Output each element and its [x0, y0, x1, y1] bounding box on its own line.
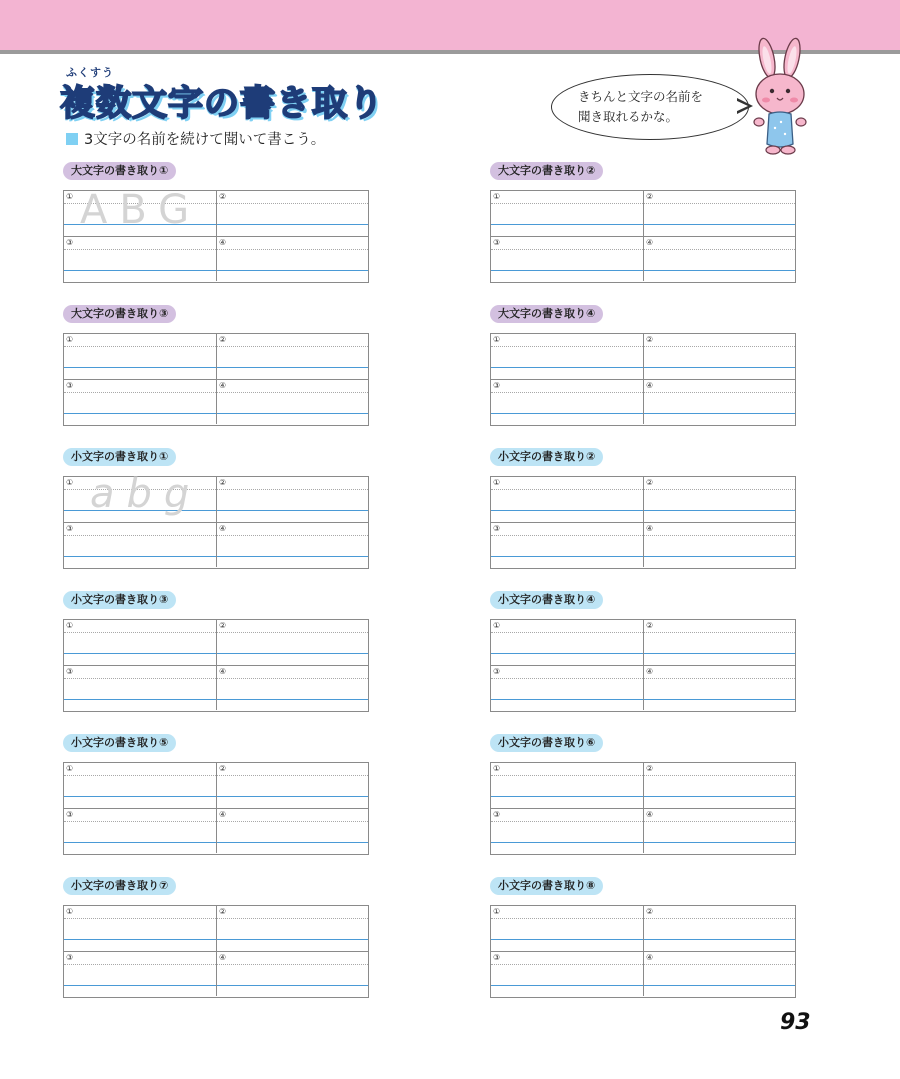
guide-baseline — [217, 653, 368, 654]
instruction — [66, 128, 325, 149]
writing-cell[interactable] — [491, 906, 643, 951]
cell-number: ① — [66, 192, 74, 201]
cell-number: ③ — [66, 524, 74, 533]
writing-cell[interactable] — [491, 379, 643, 424]
guide-dotted-line — [217, 918, 368, 919]
bunny-mascot-icon — [745, 36, 815, 158]
guide-baseline — [491, 653, 643, 654]
guide-dotted-line — [644, 203, 795, 204]
writing-cell[interactable] — [64, 187, 216, 236]
guide-dotted-line — [491, 203, 643, 204]
cell-number: ② — [219, 764, 227, 773]
guide-baseline — [644, 796, 795, 797]
guide-baseline — [217, 270, 368, 271]
guide-baseline — [491, 699, 643, 700]
guide-dotted-line — [217, 821, 368, 822]
guide-baseline — [491, 413, 643, 414]
guide-dotted-line — [64, 918, 216, 919]
cell-number: ④ — [646, 953, 654, 962]
cell-number: ③ — [493, 238, 501, 247]
guide-baseline — [644, 556, 795, 557]
practice-section — [490, 591, 796, 721]
guide-baseline — [217, 413, 368, 414]
guide-baseline — [64, 413, 216, 414]
cell-number: ② — [646, 764, 654, 773]
cell-number: ① — [493, 478, 501, 487]
cell-number: ③ — [66, 810, 74, 819]
cell-number: ② — [219, 478, 227, 487]
guide-dotted-line — [644, 775, 795, 776]
writing-cell[interactable] — [643, 951, 795, 996]
guide-baseline — [491, 842, 643, 843]
cell-number: ③ — [66, 667, 74, 676]
writing-grid — [490, 619, 796, 712]
writing-cell[interactable] — [216, 951, 368, 996]
writing-grid — [63, 471, 369, 569]
section-label: 大文字の書き取り① — [63, 162, 176, 180]
speech-bubble — [551, 74, 749, 140]
writing-cell[interactable] — [643, 236, 795, 281]
bullet-square-icon — [66, 133, 78, 145]
writing-grid — [63, 619, 369, 712]
section-label: 小文字の書き取り⑥ — [490, 734, 603, 752]
guide-baseline — [217, 699, 368, 700]
writing-grid — [490, 476, 796, 569]
cell-number: ② — [646, 192, 654, 201]
writing-cell[interactable] — [64, 334, 216, 379]
practice-section — [63, 591, 369, 721]
guide-dotted-line — [491, 392, 643, 393]
guide-dotted-line — [644, 535, 795, 536]
section-label: 大文字の書き取り② — [490, 162, 603, 180]
guide-baseline — [644, 367, 795, 368]
cell-number: ① — [66, 907, 74, 916]
section-label: 小文字の書き取り③ — [63, 591, 176, 609]
cell-number: ④ — [219, 667, 227, 676]
writing-cell[interactable] — [64, 620, 216, 665]
guide-baseline — [64, 556, 216, 557]
cell-number: ① — [493, 764, 501, 773]
writing-grid — [490, 762, 796, 855]
guide-baseline — [491, 510, 643, 511]
writing-cell[interactable] — [64, 665, 216, 710]
cell-number: ③ — [66, 381, 74, 390]
guide-dotted-line — [491, 821, 643, 822]
guide-baseline — [644, 224, 795, 225]
guide-dotted-line — [491, 249, 643, 250]
cell-number: ④ — [219, 238, 227, 247]
guide-baseline — [491, 939, 643, 940]
guide-baseline — [64, 699, 216, 700]
practice-section — [63, 162, 369, 292]
trace-sample-lower: abg — [90, 471, 202, 517]
guide-dotted-line — [217, 489, 368, 490]
writing-cell[interactable] — [643, 522, 795, 567]
guide-dotted-line — [217, 632, 368, 633]
guide-dotted-line — [491, 775, 643, 776]
guide-dotted-line — [644, 346, 795, 347]
page-number: 93 — [780, 1010, 811, 1035]
section-label: 小文字の書き取り⑦ — [63, 877, 176, 895]
guide-dotted-line — [644, 632, 795, 633]
guide-baseline — [491, 367, 643, 368]
writing-cell[interactable] — [216, 620, 368, 665]
section-label: 大文字の書き取り③ — [63, 305, 176, 323]
writing-cell[interactable] — [643, 665, 795, 710]
section-label: 小文字の書き取り① — [63, 448, 176, 466]
guide-baseline — [64, 270, 216, 271]
writing-cell[interactable] — [216, 808, 368, 853]
guide-baseline — [64, 796, 216, 797]
guide-baseline — [64, 653, 216, 654]
writing-cell[interactable] — [643, 379, 795, 424]
guide-baseline — [64, 367, 216, 368]
cell-number: ④ — [646, 667, 654, 676]
writing-cell[interactable] — [491, 477, 643, 522]
guide-baseline — [491, 224, 643, 225]
guide-dotted-line — [217, 678, 368, 679]
guide-baseline — [217, 367, 368, 368]
cell-number: ① — [493, 192, 501, 201]
speech-line-2: 聞き取れるかな。 — [578, 109, 679, 124]
guide-baseline — [217, 510, 368, 511]
writing-cell[interactable] — [64, 471, 216, 522]
writing-cell[interactable] — [491, 522, 643, 567]
writing-grid — [490, 190, 796, 283]
writing-cell[interactable] — [643, 763, 795, 808]
cell-number: ④ — [646, 810, 654, 819]
guide-dotted-line — [64, 964, 216, 965]
section-label: 小文字の書き取り④ — [490, 591, 603, 609]
guide-baseline — [644, 985, 795, 986]
cell-number: ② — [646, 335, 654, 344]
section-label: 小文字の書き取り⑧ — [490, 877, 603, 895]
cell-number: ① — [66, 764, 74, 773]
guide-baseline — [217, 224, 368, 225]
section-label: 小文字の書き取り② — [490, 448, 603, 466]
guide-dotted-line — [64, 632, 216, 633]
guide-baseline — [644, 699, 795, 700]
guide-baseline — [491, 270, 643, 271]
guide-dotted-line — [491, 632, 643, 633]
trace-sample-upper: ABG — [80, 187, 202, 233]
writing-grid — [63, 333, 369, 426]
practice-section — [490, 734, 796, 864]
cell-number: ④ — [646, 381, 654, 390]
guide-dotted-line — [217, 535, 368, 536]
cell-number: ① — [66, 621, 74, 630]
cell-number: ③ — [493, 810, 501, 819]
guide-baseline — [217, 842, 368, 843]
guide-dotted-line — [491, 918, 643, 919]
cell-number: ③ — [493, 667, 501, 676]
guide-baseline — [491, 556, 643, 557]
cell-number: ② — [219, 907, 227, 916]
guide-baseline — [644, 510, 795, 511]
practice-section — [490, 877, 796, 1007]
writing-cell[interactable] — [216, 665, 368, 710]
guide-baseline — [491, 985, 643, 986]
cell-number: ② — [646, 907, 654, 916]
cell-number: ③ — [493, 953, 501, 962]
guide-baseline — [644, 270, 795, 271]
writing-cell[interactable] — [64, 379, 216, 424]
guide-dotted-line — [64, 678, 216, 679]
writing-cell[interactable] — [216, 522, 368, 567]
writing-cell[interactable] — [491, 236, 643, 281]
cell-number: ③ — [66, 953, 74, 962]
title-ruby: ふくすう — [66, 66, 114, 79]
guide-dotted-line — [217, 964, 368, 965]
page-title: 複数文字の書き取り — [60, 84, 385, 124]
writing-cell[interactable] — [216, 236, 368, 281]
writing-grid — [63, 187, 369, 283]
writing-cell[interactable] — [643, 477, 795, 522]
guide-dotted-line — [64, 821, 216, 822]
guide-baseline — [491, 796, 643, 797]
writing-grid — [63, 762, 369, 855]
guide-dotted-line — [644, 918, 795, 919]
writing-grid — [490, 905, 796, 998]
writing-cell[interactable] — [643, 334, 795, 379]
writing-cell[interactable] — [216, 906, 368, 951]
writing-cell[interactable] — [491, 951, 643, 996]
guide-baseline — [217, 556, 368, 557]
section-label: 小文字の書き取り⑤ — [63, 734, 176, 752]
guide-dotted-line — [64, 249, 216, 250]
writing-cell[interactable] — [64, 906, 216, 951]
guide-baseline — [64, 985, 216, 986]
writing-cell[interactable] — [491, 620, 643, 665]
writing-cell[interactable] — [64, 236, 216, 281]
cell-number: ① — [493, 621, 501, 630]
cell-number: ② — [219, 621, 227, 630]
cell-number: ④ — [646, 524, 654, 533]
cell-number: ③ — [493, 524, 501, 533]
cell-number: ④ — [219, 524, 227, 533]
speech-line-1: きちんと文字の名前を — [578, 89, 704, 104]
guide-dotted-line — [64, 346, 216, 347]
writing-cell[interactable] — [64, 951, 216, 996]
writing-cell[interactable] — [216, 191, 368, 236]
guide-baseline — [217, 985, 368, 986]
guide-baseline — [644, 842, 795, 843]
guide-baseline — [64, 842, 216, 843]
cell-number: ① — [493, 907, 501, 916]
practice-section — [63, 448, 369, 578]
guide-dotted-line — [644, 489, 795, 490]
cell-number: ④ — [219, 953, 227, 962]
cell-number: ③ — [493, 381, 501, 390]
guide-baseline — [644, 653, 795, 654]
writing-cell[interactable] — [491, 191, 643, 236]
guide-dotted-line — [217, 775, 368, 776]
guide-baseline — [217, 796, 368, 797]
guide-dotted-line — [491, 346, 643, 347]
practice-section — [63, 734, 369, 864]
writing-cell[interactable] — [643, 191, 795, 236]
practice-section — [63, 305, 369, 435]
writing-cell[interactable] — [64, 808, 216, 853]
guide-dotted-line — [217, 249, 368, 250]
writing-cell[interactable] — [491, 763, 643, 808]
writing-cell[interactable] — [491, 808, 643, 853]
cell-number: ② — [646, 478, 654, 487]
cell-number: ② — [219, 335, 227, 344]
guide-dotted-line — [644, 964, 795, 965]
cell-number: ② — [219, 192, 227, 201]
guide-baseline — [644, 939, 795, 940]
guide-dotted-line — [491, 678, 643, 679]
guide-dotted-line — [644, 821, 795, 822]
writing-cell[interactable] — [491, 334, 643, 379]
cell-number: ① — [66, 478, 74, 487]
writing-grid — [63, 905, 369, 998]
guide-dotted-line — [491, 964, 643, 965]
cell-number: ④ — [219, 810, 227, 819]
guide-baseline — [64, 939, 216, 940]
cell-number: ④ — [646, 238, 654, 247]
writing-cell[interactable] — [216, 379, 368, 424]
writing-cell[interactable] — [216, 477, 368, 522]
guide-dotted-line — [217, 346, 368, 347]
guide-dotted-line — [217, 392, 368, 393]
guide-dotted-line — [491, 489, 643, 490]
cell-number: ① — [493, 335, 501, 344]
writing-cell[interactable] — [216, 334, 368, 379]
writing-grid — [490, 333, 796, 426]
writing-cell[interactable] — [64, 522, 216, 567]
guide-dotted-line — [644, 678, 795, 679]
writing-cell[interactable] — [643, 808, 795, 853]
writing-cell[interactable] — [216, 763, 368, 808]
writing-cell[interactable] — [643, 906, 795, 951]
cell-number: ① — [66, 335, 74, 344]
cell-number: ③ — [66, 238, 74, 247]
guide-baseline — [217, 939, 368, 940]
writing-cell[interactable] — [64, 763, 216, 808]
practice-section — [490, 162, 796, 292]
guide-dotted-line — [217, 203, 368, 204]
guide-dotted-line — [644, 249, 795, 250]
practice-section — [490, 305, 796, 435]
section-label: 大文字の書き取り④ — [490, 305, 603, 323]
cell-number: ② — [646, 621, 654, 630]
practice-section — [63, 877, 369, 1007]
guide-dotted-line — [64, 392, 216, 393]
guide-dotted-line — [64, 535, 216, 536]
guide-dotted-line — [644, 392, 795, 393]
cell-number: ④ — [219, 381, 227, 390]
speech-bubble-text — [578, 87, 703, 127]
guide-baseline — [644, 413, 795, 414]
writing-cell[interactable] — [491, 665, 643, 710]
practice-section — [490, 448, 796, 578]
page-title-block — [60, 64, 385, 124]
guide-dotted-line — [491, 535, 643, 536]
instruction-text: 3文字の名前を続けて聞いて書こう。 — [84, 132, 326, 148]
guide-dotted-line — [64, 775, 216, 776]
writing-cell[interactable] — [643, 620, 795, 665]
